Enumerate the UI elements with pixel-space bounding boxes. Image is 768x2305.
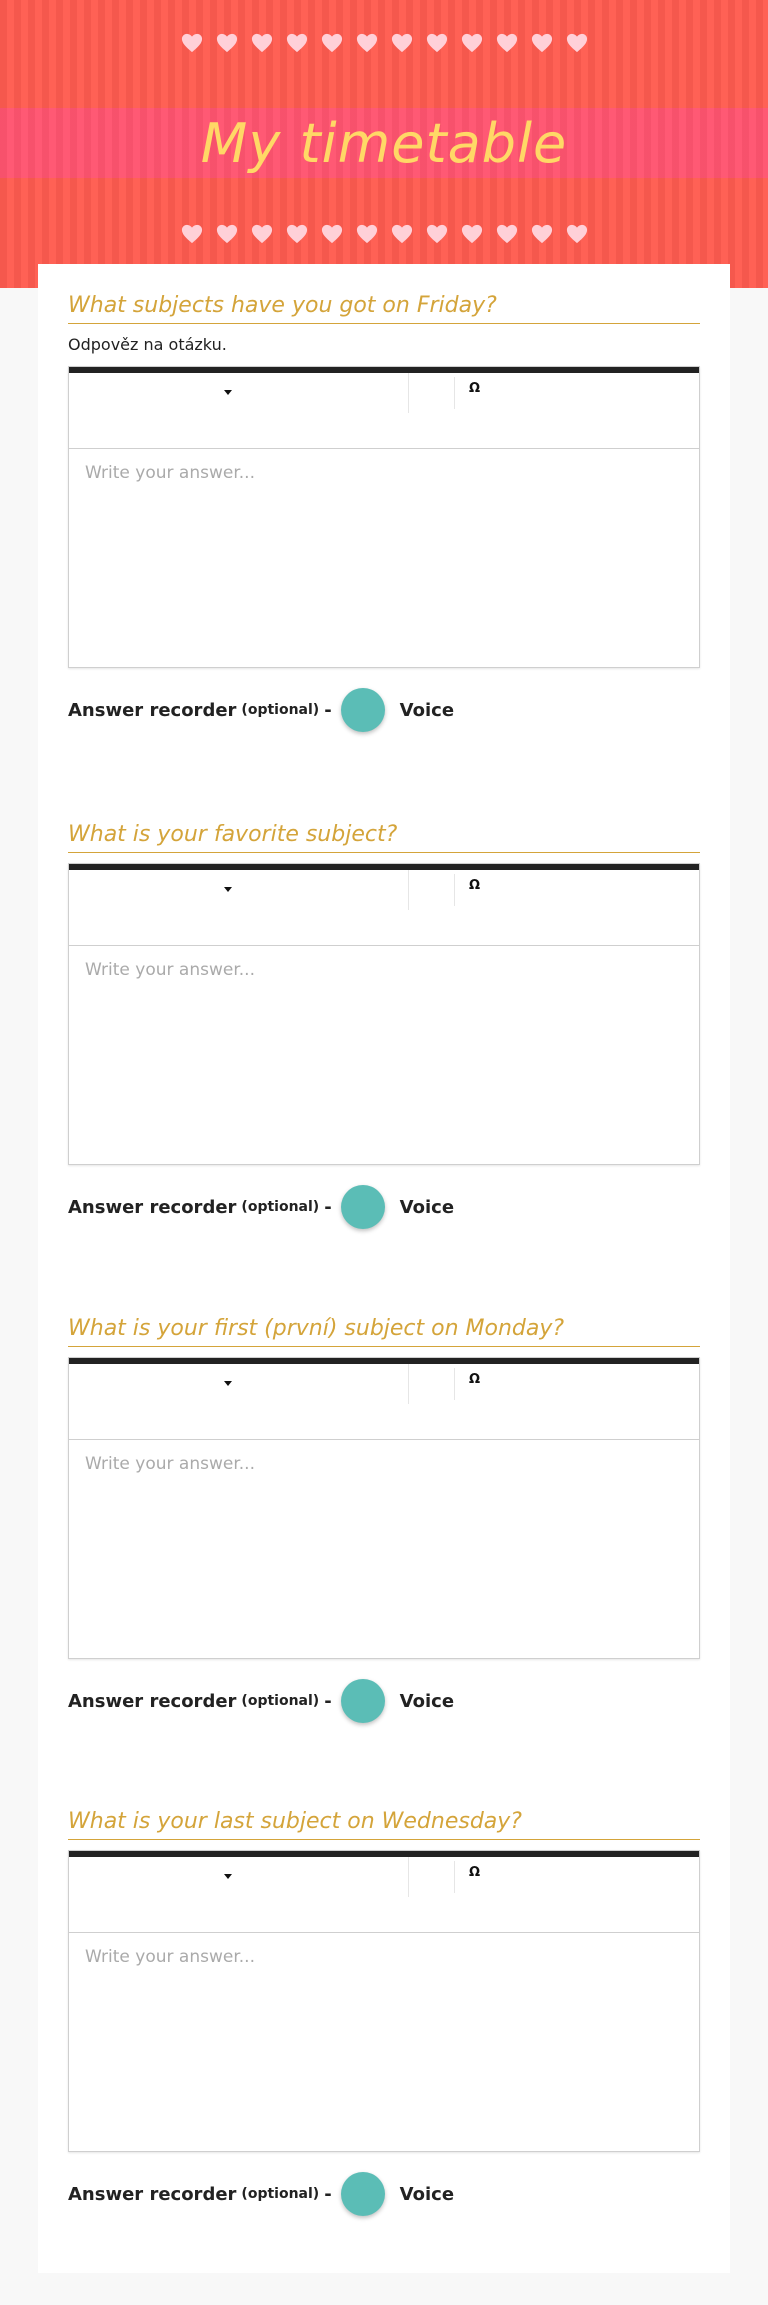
heart-icon: [496, 32, 518, 54]
record-button[interactable]: [341, 1185, 385, 1229]
recorder-optional-label: (optional): [241, 2186, 320, 2202]
question-block: [68, 1311, 700, 1723]
heart-icon: [461, 223, 483, 245]
hearts-row-top: [0, 32, 768, 56]
editor-toolbar: [69, 864, 699, 946]
question-title: What subjects have you got on Friday?: [68, 288, 700, 324]
page-title: My timetable: [200, 112, 568, 175]
editor-toolbar: [69, 1358, 699, 1440]
format-dropdown[interactable]: [69, 1364, 409, 1404]
recorder-label: Answer recorder: [68, 1690, 237, 1712]
voice-label: Voice: [399, 1690, 455, 1712]
answer-recorder: [68, 2172, 700, 2216]
heart-icon: [531, 32, 553, 54]
heart-icon: [251, 223, 273, 245]
answer-recorder: [68, 1185, 700, 1229]
recorder-dash: -: [324, 1690, 332, 1712]
answer-recorder: [68, 1679, 700, 1723]
rich-text-editor: [68, 366, 700, 668]
recorder-label: Answer recorder: [68, 1196, 237, 1218]
answer-recorder: [68, 688, 700, 732]
recorder-dash: -: [324, 1196, 332, 1218]
heart-icon: [496, 223, 518, 245]
question-block: [68, 288, 700, 732]
answer-textarea[interactable]: Write your answer...: [69, 946, 699, 1164]
voice-label: Voice: [399, 699, 455, 721]
question-block: [68, 817, 700, 1229]
heart-icon: [566, 32, 588, 54]
toolbar-divider: [454, 1368, 455, 1400]
worksheet-card: [38, 264, 730, 2273]
special-character-button[interactable]: Ω: [469, 1865, 481, 1880]
rich-text-editor: [68, 1850, 700, 2152]
heart-icon: [321, 223, 343, 245]
heart-icon: [531, 223, 553, 245]
caret-down-icon: [224, 1874, 232, 1879]
recorder-optional-label: (optional): [241, 1199, 320, 1215]
voice-label: Voice: [399, 2183, 455, 2205]
format-dropdown[interactable]: [69, 870, 409, 910]
editor-toolbar: [69, 367, 699, 449]
heart-icon: [461, 32, 483, 54]
caret-down-icon: [224, 887, 232, 892]
heart-icon: [356, 223, 378, 245]
editor-toolbar: [69, 1851, 699, 1933]
rich-text-editor: [68, 863, 700, 1165]
heart-icon: [286, 32, 308, 54]
caret-down-icon: [224, 1381, 232, 1386]
recorder-optional-label: (optional): [241, 702, 320, 718]
rich-text-editor: [68, 1357, 700, 1659]
heart-icon: [181, 223, 203, 245]
heart-icon: [391, 223, 413, 245]
recorder-dash: -: [324, 2183, 332, 2205]
format-dropdown[interactable]: [69, 1857, 409, 1897]
special-character-button[interactable]: Ω: [469, 381, 481, 396]
format-dropdown[interactable]: [69, 373, 409, 413]
question-instruction: Odpověz na otázku.: [68, 335, 227, 354]
toolbar-divider: [454, 874, 455, 906]
heart-icon: [426, 223, 448, 245]
heart-icon: [566, 223, 588, 245]
question-block: [68, 1804, 700, 2216]
heart-icon: [426, 32, 448, 54]
answer-textarea[interactable]: Write your answer...: [69, 1933, 699, 2151]
special-character-button[interactable]: Ω: [469, 1372, 481, 1387]
question-title: What is your favorite subject?: [68, 817, 700, 853]
caret-down-icon: [224, 390, 232, 395]
heart-icon: [216, 223, 238, 245]
record-button[interactable]: [341, 1679, 385, 1723]
header-banner: [0, 0, 768, 288]
toolbar-divider: [454, 377, 455, 409]
recorder-optional-label: (optional): [241, 1693, 320, 1709]
question-title: What is your first (první) subject on Monday?: [68, 1311, 700, 1347]
record-button[interactable]: [341, 688, 385, 732]
heart-icon: [181, 32, 203, 54]
answer-textarea[interactable]: Write your answer...: [69, 449, 699, 667]
heart-icon: [321, 32, 343, 54]
recorder-label: Answer recorder: [68, 2183, 237, 2205]
heart-icon: [216, 32, 238, 54]
record-button[interactable]: [341, 2172, 385, 2216]
hearts-row-bottom: [0, 223, 768, 247]
heart-icon: [391, 32, 413, 54]
recorder-dash: -: [324, 699, 332, 721]
heart-icon: [286, 223, 308, 245]
question-title: What is your last subject on Wednesday?: [68, 1804, 700, 1840]
heart-icon: [356, 32, 378, 54]
recorder-label: Answer recorder: [68, 699, 237, 721]
toolbar-divider: [454, 1861, 455, 1893]
special-character-button[interactable]: Ω: [469, 878, 481, 893]
heart-icon: [251, 32, 273, 54]
voice-label: Voice: [399, 1196, 455, 1218]
answer-textarea[interactable]: Write your answer...: [69, 1440, 699, 1658]
